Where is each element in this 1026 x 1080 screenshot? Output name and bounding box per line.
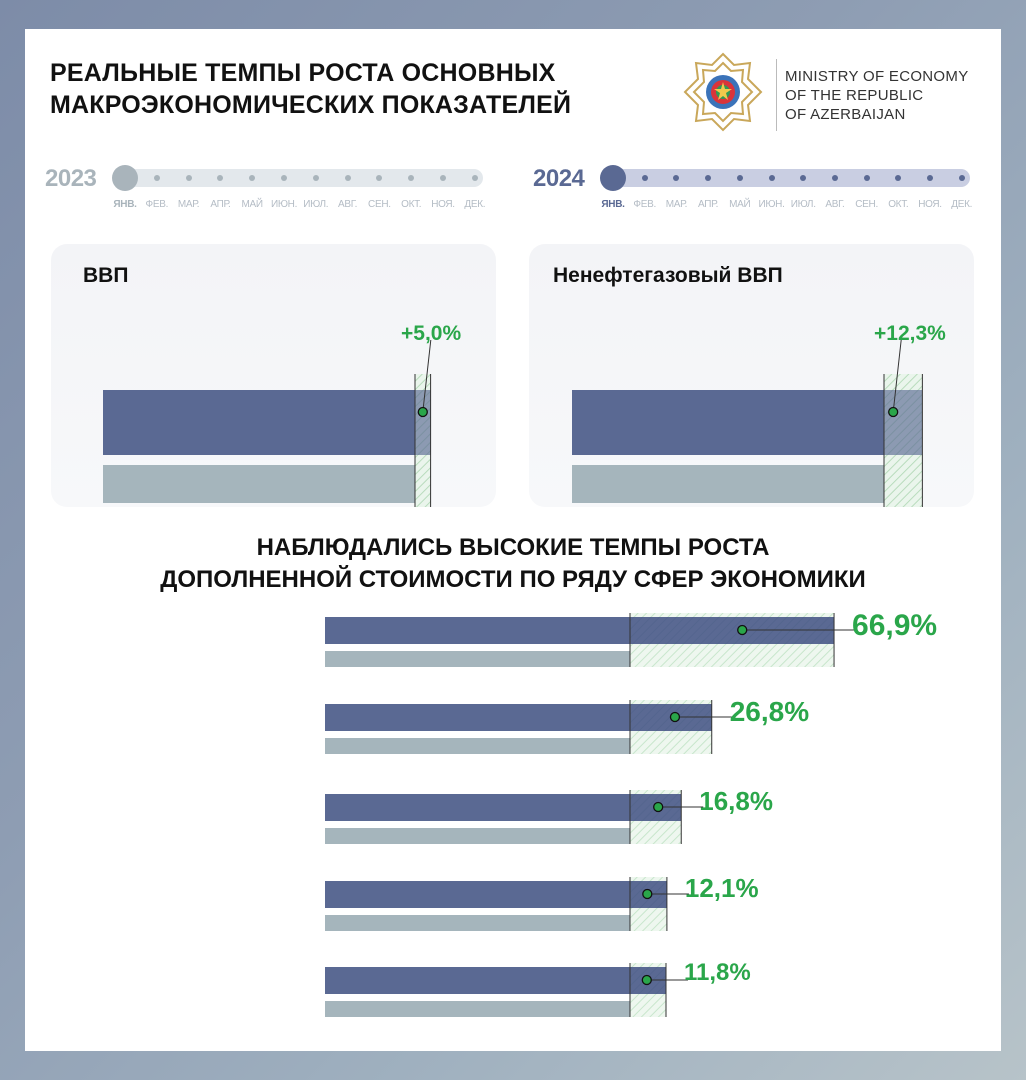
panel-gdp-growth: +5,0%: [401, 322, 462, 345]
panel-gdp-title: ВВП: [83, 264, 129, 287]
sectors-heading-line: НАБЛЮДАЛИСЬ ВЫСОКИЕ ТЕМПЫ РОСТА: [256, 534, 770, 561]
ministry-line: OF AZERBAIJAN: [785, 106, 906, 123]
ministry-line: MINISTRY OF ECONOMY: [785, 68, 969, 85]
sector-growth-point: [738, 626, 747, 635]
panel-nonoil-title: Ненефтегазовый ВВП: [553, 264, 783, 287]
sector-bar-2023: [325, 915, 630, 931]
timeline-month-label: НОЯ.: [431, 199, 455, 210]
sector-bar-2023: [325, 1001, 630, 1017]
timeline-month-label: СЕН.: [855, 199, 878, 210]
sectors-bars-svg: [25, 29, 1001, 1051]
panel-nonoil-growth: +12,3%: [874, 322, 946, 345]
timeline-month-label: АПР.: [210, 199, 231, 210]
sector-growth-point: [643, 890, 652, 899]
sector-bar-2023: [325, 828, 630, 844]
timeline-month-label: ОКТ.: [401, 199, 422, 210]
timeline-month-label: ЯНВ.: [113, 199, 137, 210]
timeline-month-label: ДЕК.: [951, 199, 973, 210]
timeline-month-label: МАР.: [177, 199, 200, 210]
timeline-month-label: СЕН.: [368, 199, 391, 210]
timeline-year: 2024: [533, 165, 585, 192]
timeline-year: 2023: [45, 165, 97, 192]
sector-bar-2023: [325, 738, 630, 754]
timeline-month-label: МАЙ: [729, 199, 751, 210]
timeline-month-label: МАР.: [665, 199, 688, 210]
timeline-month-label: АВГ.: [825, 199, 845, 210]
timeline-month-label: ИЮН.: [758, 199, 785, 210]
timeline-month-label: МАЙ: [241, 199, 263, 210]
sector-growth-value: 26,8%: [729, 696, 810, 727]
timeline-month-label: ФЕВ.: [633, 199, 656, 210]
timeline-month-label: НОЯ.: [918, 199, 942, 210]
timeline-month-label: АПР.: [698, 199, 719, 210]
timeline-month-label: ИЮЛ.: [303, 199, 329, 210]
timeline-month-label: АВГ.: [338, 199, 358, 210]
sector-growth-point: [654, 803, 663, 812]
sector-bar-2024: [325, 794, 681, 821]
sector-growth-value: 66,9%: [852, 609, 938, 642]
timeline-month-label: ДЕК.: [464, 199, 486, 210]
timeline-month-label: ИЮН.: [270, 199, 298, 210]
sector-bar-2024: [325, 881, 667, 908]
sector-growth-point: [642, 976, 651, 985]
title-line: РЕАЛЬНЫЕ ТЕМПЫ РОСТА ОСНОВНЫХ: [50, 59, 556, 87]
sector-bar-2024: [325, 967, 666, 994]
sector-bar-2023: [325, 651, 630, 667]
ministry-line: OF THE REPUBLIC: [785, 87, 924, 104]
sector-growth-value: 12,1%: [684, 873, 759, 903]
timeline-month-label: ИЮЛ.: [790, 199, 816, 210]
sector-growth-point: [670, 713, 679, 722]
sector-growth-value: 11,8%: [683, 959, 751, 986]
title-line: МАКРОЭКОНОМИЧЕСКИХ ПОКАЗАТЕЛЕЙ: [50, 91, 572, 119]
timeline-month-label: ЯНВ.: [601, 199, 625, 210]
timeline-month-label: ОКТ.: [888, 199, 909, 210]
sectors-heading-line: ДОПОЛНЕННОЙ СТОИМОСТИ ПО РЯДУ СФЕР ЭКОНОМИКИ: [160, 566, 866, 593]
infographic-card: [25, 29, 1001, 1051]
timeline-month-label: ФЕВ.: [145, 199, 169, 210]
sector-growth-value: 16,8%: [699, 786, 773, 816]
